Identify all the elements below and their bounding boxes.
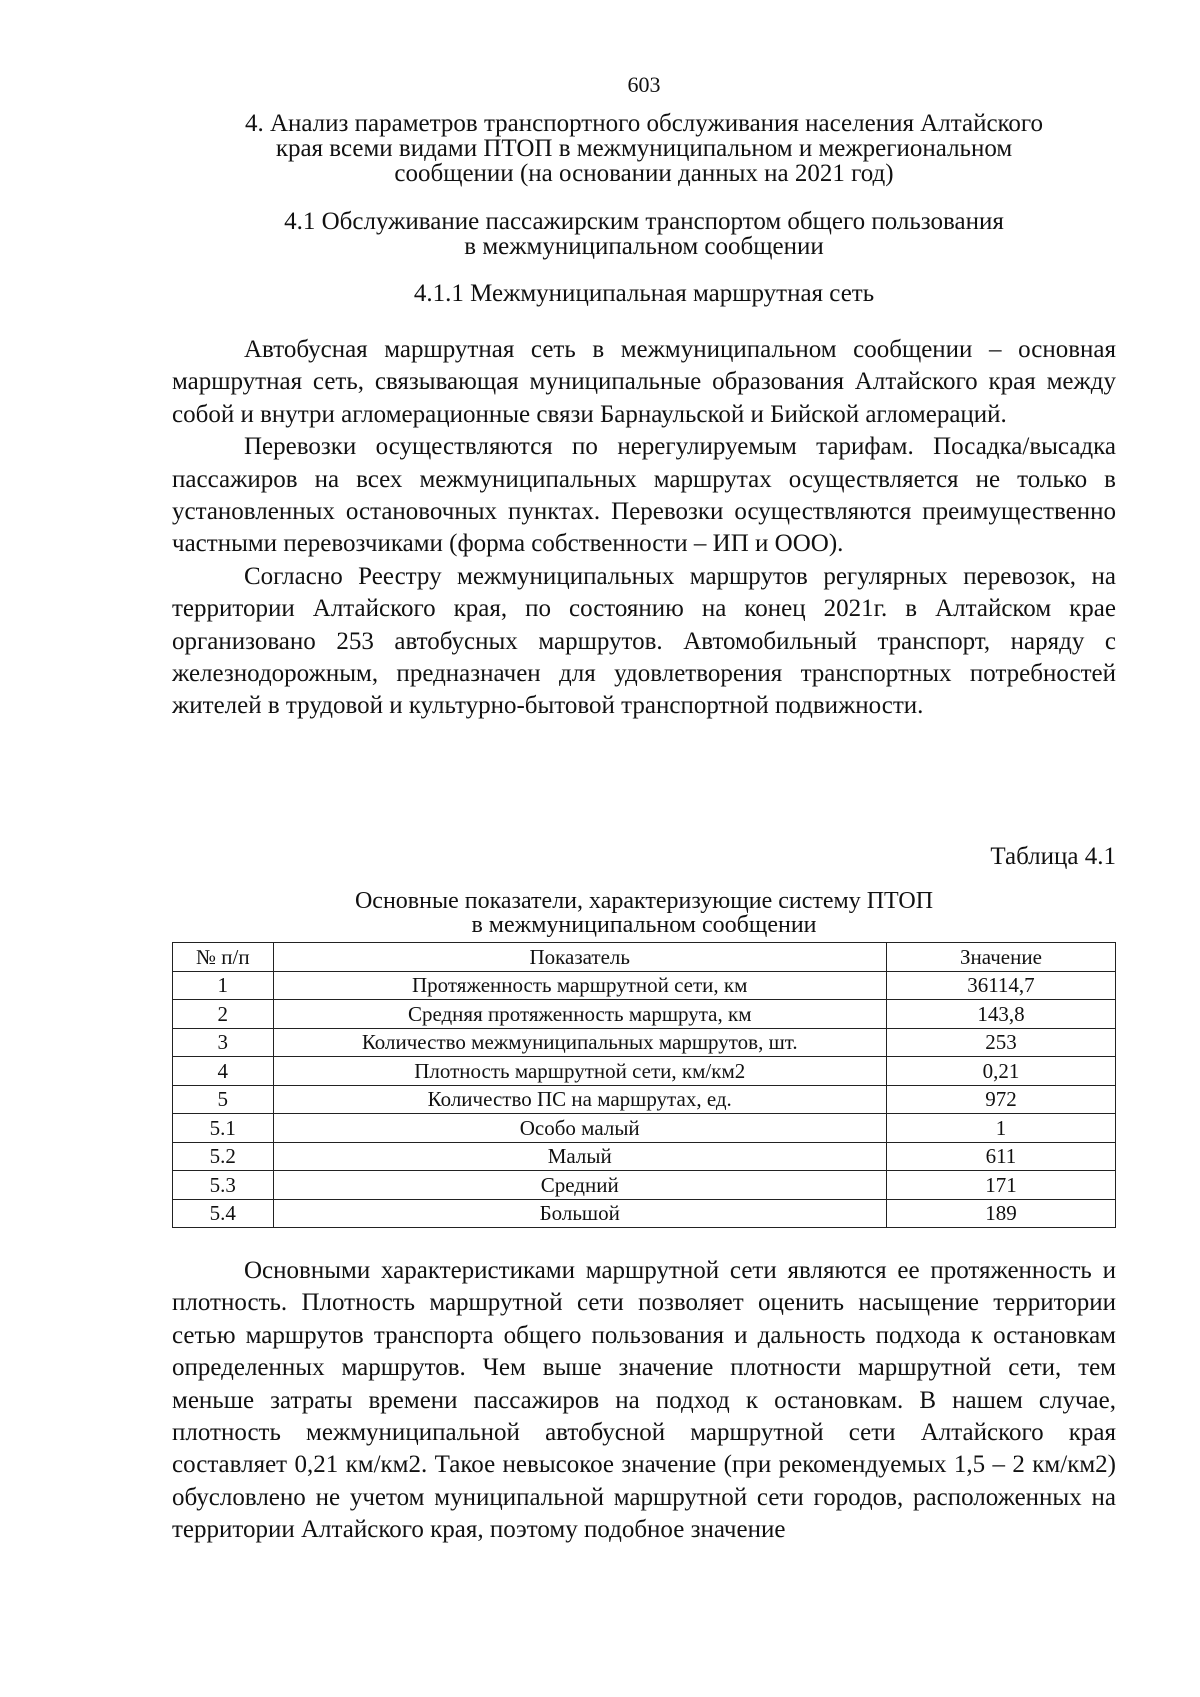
cell-number: 5.3: [173, 1171, 274, 1200]
cell-indicator: Средняя протяженность маршрута, км: [273, 1000, 886, 1029]
table-row: [173, 1085, 1116, 1114]
cell-indicator: Протяженность маршрутной сети, км: [273, 971, 886, 1000]
cell-value: 253: [886, 1028, 1115, 1057]
cell-number: 1: [173, 971, 274, 1000]
subsection-heading-line: 4.1 Обслуживание пассажирским транспортом общего пользования: [284, 208, 1004, 235]
cell-value: 1: [886, 1114, 1115, 1143]
cell-indicator: Малый: [273, 1142, 886, 1171]
cell-number: 5.1: [173, 1114, 274, 1143]
table-row: [173, 1028, 1116, 1057]
cell-indicator: Средний: [273, 1171, 886, 1200]
table-row: [173, 971, 1116, 1000]
table-caption: [172, 889, 1116, 937]
cell-value: 189: [886, 1199, 1115, 1228]
cell-indicator: Количество межмуниципальных маршрутов, шт.: [273, 1028, 886, 1057]
cell-indicator: Плотность маршрутной сети, км/км2: [273, 1057, 886, 1086]
paragraph: Перевозки осуществляются по нерегулируемым тарифам. Посадка/высадка пассажиров на всех межмуниципальных маршрутах осуществляется не только в установленных остановочных пунктах. Перевозки осуществляются преимущественно частными перевозчиками (форма собственности – ИП и ООО).: [172, 433, 1116, 558]
subsection-heading: [172, 209, 1116, 259]
indicators-table: [172, 942, 1116, 1228]
table-row: [173, 1114, 1116, 1143]
cell-number: 5.4: [173, 1199, 274, 1228]
table-row: [173, 1199, 1116, 1228]
cell-indicator: Особо малый: [273, 1114, 886, 1143]
cell-indicator: Большой: [273, 1199, 886, 1228]
table-row: [173, 1057, 1116, 1086]
cell-value: 972: [886, 1085, 1115, 1114]
table-caption-line: в межмуниципальном сообщении: [471, 912, 817, 938]
cell-value: 171: [886, 1171, 1115, 1200]
table-row: [173, 1000, 1116, 1029]
cell-number: 4: [173, 1057, 274, 1086]
body-text-before-table: [172, 334, 1116, 723]
section-heading-line: края всеми видами ПТОП в межмуниципальном и межрегиональном: [275, 135, 1013, 162]
table-row: [173, 1142, 1116, 1171]
paragraph: Автобусная маршрутная сеть в межмуниципальном сообщении – основная маршрутная сеть, связывающая муниципальные образования Алтайского края между собой и внутри агломерационные связи Барнаульской и Бийской агломераций.: [172, 336, 1116, 428]
cell-number: 5: [173, 1085, 274, 1114]
paragraph: Согласно Реестру межмуниципальных маршрутов регулярных перевозок, на территории Алтайского края, по состоянию на конец 2021г. в Алтайском крае организовано 253 автобусных маршрутов. Автомобильный транспорт, наряду с железнодорожным, предназначен для удовлетворения транспортных потребностей жителей в трудовой и культурно-бытовой транспортной подвижности.: [172, 562, 1116, 720]
cell-value: 611: [886, 1142, 1115, 1171]
subsubsection-heading: 4.1.1 Межмуниципальная маршрутная сеть: [413, 280, 875, 307]
body-text-after-table: [172, 1255, 1116, 1547]
table-row: [173, 1171, 1116, 1200]
cell-number: 5.2: [173, 1142, 274, 1171]
section-heading: [172, 111, 1116, 186]
section-heading-line: 4. Анализ параметров транспортного обслуживания населения Алтайского: [244, 110, 1044, 137]
section-heading-line: сообщении (на основании данных на 2021 год): [394, 160, 894, 187]
paragraph: Основными характеристиками маршрутной сети являются ее протяженность и плотность. Плотность маршрутной сети позволяет оценить насыщение территории сетью маршрутов транспорта общего пользования и дальность подхода к остановкам определенных маршрутов. Чем выше значение плотности маршрутной сети, тем меньше затраты времени пассажиров на подход к остановкам. В нашем случае, плотность межмуниципальной автобусной маршрутной сети Алтайского края составляет 0,21 км/км2. Такое невысокое значение (при рекомендуемых 1,5 – 2 км/км2) обусловлено не учетом муниципальной маршрутной сети городов, расположенных на территории Алтайского края, поэтому подобное значение: [172, 1257, 1116, 1544]
subsection-heading-line: в межмуниципальном сообщении: [464, 233, 824, 260]
cell-value: 0,21: [886, 1057, 1115, 1086]
cell-value: 36114,7: [886, 971, 1115, 1000]
table-header-row: [173, 943, 1116, 972]
page-number: 603: [627, 72, 661, 97]
header-cell-value: Значение: [886, 943, 1115, 972]
table-label: Таблица 4.1: [990, 843, 1116, 870]
cell-number: 3: [173, 1028, 274, 1057]
header-cell-number: № п/п: [173, 943, 274, 972]
cell-value: 143,8: [886, 1000, 1115, 1029]
table-caption-line: Основные показатели, характеризующие систему ПТОП: [354, 888, 934, 914]
cell-indicator: Количество ПС на маршрутах, ед.: [273, 1085, 886, 1114]
header-cell-indicator: Показатель: [273, 943, 886, 972]
cell-number: 2: [173, 1000, 274, 1029]
